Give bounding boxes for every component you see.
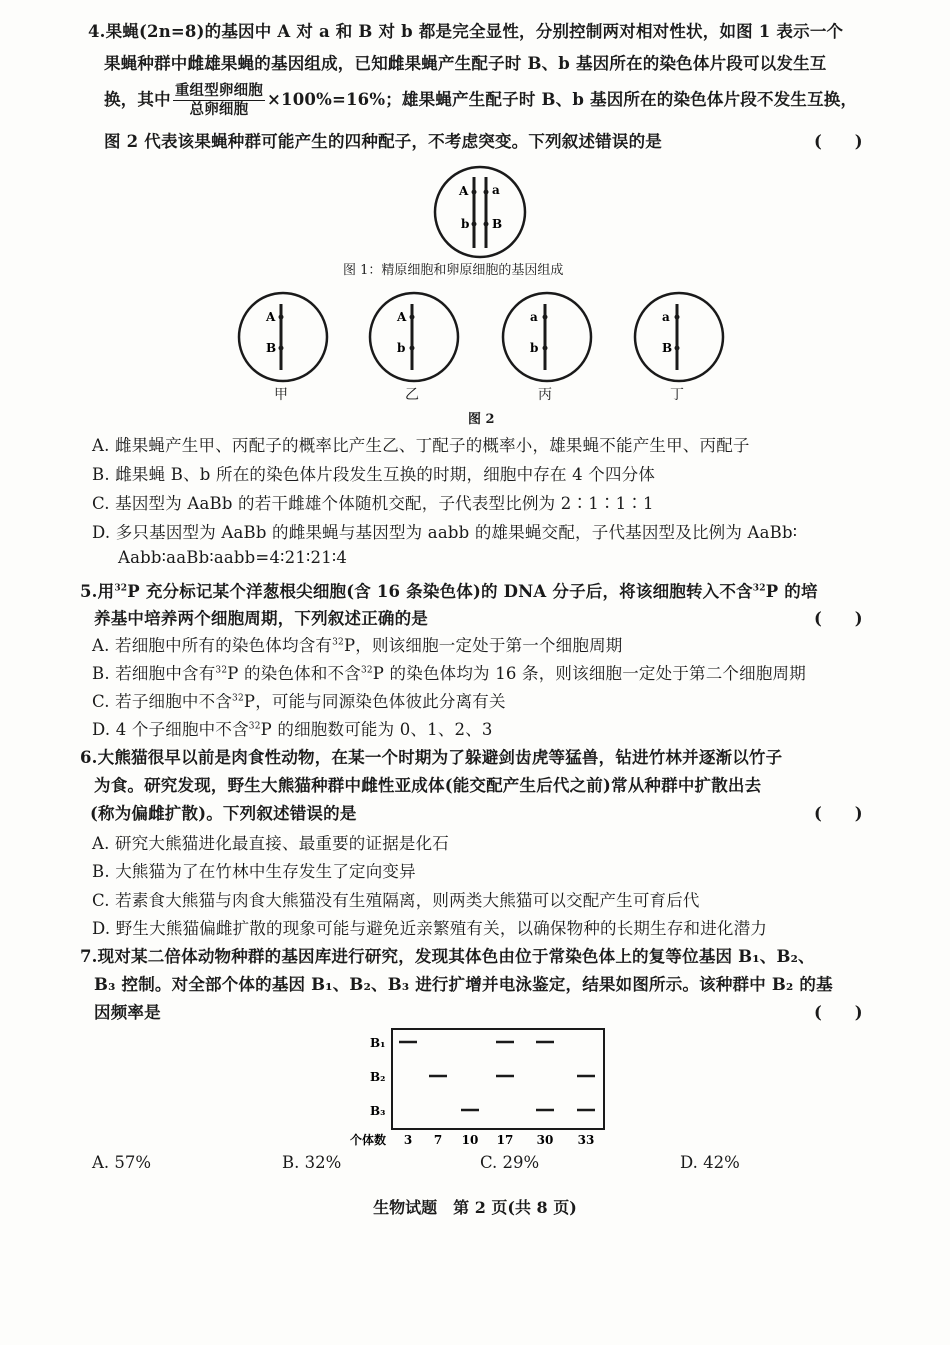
q7-option-b: B. 32% [282, 1153, 342, 1172]
q5-superscript: 32 [332, 637, 344, 648]
q4-stem-line-3-pre: 换，其中 [104, 90, 171, 109]
q4-stem-line-4: 图 2 代表该果蝇种群可能产生的四种配子，不考虑突变。下列叙述错误的是 [104, 132, 662, 151]
q5-text: P 充分标记某个洋葱根尖细胞(含 16 条染色体)的 DNA 分子后，将该细胞转入不含 [127, 582, 753, 601]
q7-option-c: C. 29% [480, 1153, 540, 1172]
q4-option-d-line-1: D. 多只基因型为 AaBb 的雌果蝇与基因型为 aabb 的雄果蝇交配，子代基因型及比例为 AaBb∶ [92, 523, 798, 542]
q6-stem-line-2: 为食。研究发现，野生大熊猫种群中雌性亚成体(能交配产生后代之前)常从种群中扩散出去 [94, 776, 762, 795]
q5-text: P，可能与同源染色体彼此分离有关 [243, 692, 506, 711]
gamete-membrane [239, 293, 327, 381]
gel-frame [392, 1029, 604, 1129]
q5-superscript: 32 [248, 721, 261, 732]
q4-stem-line-1: 4.果蝇(2n=8)的基因中 A 对 a 和 B 对 b 都是完全显性，分别控制两对相对性状，如图 1 表示一个 [88, 22, 844, 41]
q5-text: D. 4 个子细胞中不含 [92, 720, 249, 739]
q4-option-c: C. 基因型为 AaBb 的若干雌雄个体随机交配，子代表型比例为 2∶1∶1∶1 [92, 494, 654, 513]
gamete-gene-label: b [530, 341, 539, 355]
q5-text: P 的染色体均为 16 条，则该细胞一定处于第二个细胞周期 [372, 664, 806, 683]
electrophoresis-gel [350, 1024, 610, 1150]
figure-1-gene-label: a [492, 183, 500, 197]
q6-stem-line-1: 6.大熊猫很早以前是肉食性动物，在某一个时期为了躲避剑齿虎等猛兽，钻进竹林并逐渐以竹子 [80, 748, 783, 767]
q5-option-b [92, 660, 806, 684]
q5-text: P 的染色体和不含 [227, 664, 361, 683]
figure-1-cell [430, 162, 530, 262]
gamete-locus [279, 315, 284, 320]
gamete-name: 乙 [405, 387, 419, 403]
figure-1-locus [472, 222, 477, 227]
q5-option-c [92, 688, 506, 712]
gel-x-label: 个体数 [350, 1133, 387, 1147]
q5-superscript: 32 [215, 665, 228, 676]
page-footer: 生物试题 第 2 页(共 8 页) [373, 1198, 577, 1217]
gamete-name: 甲 [274, 387, 288, 403]
figure-1-gene-label: b [461, 217, 470, 231]
q5-text: 5.用 [80, 582, 115, 601]
q5-text: C. 若子细胞中不含 [92, 692, 233, 711]
gamete-name: 丁 [670, 387, 684, 403]
q5-superscript: 32 [114, 583, 128, 594]
q5-stem-line-1 [80, 578, 818, 602]
gamete-membrane [370, 293, 458, 381]
q4-stem-line-2: 果蝇种群中雌雄果蝇的基因组成，已知雌果蝇产生配子时 B、b 基因所在的染色体片段可以发生互 [104, 54, 827, 73]
gamete-membrane [635, 293, 723, 381]
q5-text: B. 若细胞中含有 [92, 664, 216, 683]
q5-option-a [92, 632, 622, 656]
gel-column-count: 3 [403, 1133, 413, 1147]
figure-1-locus [472, 190, 477, 195]
figure-1-cell-membrane [435, 167, 525, 257]
q5-superscript: 32 [752, 583, 766, 594]
gamete-gene-label: b [397, 341, 406, 355]
gamete-locus [675, 315, 680, 320]
q7-option-d: D. 42% [680, 1153, 740, 1172]
figure-1-locus [484, 222, 489, 227]
figure-2-caption: 图 2 [468, 412, 495, 427]
gamete-gene-label: a [530, 310, 538, 324]
q4-stem-line-3-post: ×100%=16%；雄果蝇产生配子时 B、b 基因所在的染色体片段不发生互换， [267, 90, 858, 109]
q7-stem-line-3: 因频率是 [94, 1003, 161, 1022]
gel-column-count: 30 [536, 1133, 554, 1147]
q5-text: A. 若细胞中所有的染色体均含有 [92, 636, 333, 655]
q6-option-b: B. 大熊猫为了在竹林中生存发生了定向变异 [92, 862, 416, 881]
gel-row-label: B₁ [370, 1036, 386, 1050]
gamete-cell [500, 290, 594, 384]
q4-fraction-denominator: 总卵细胞 [189, 101, 249, 118]
gamete-locus [543, 315, 548, 320]
figure-1-caption: 图 1：精原细胞和卵原细胞的基因组成 [343, 263, 564, 278]
q5-text: P 的培 [765, 582, 818, 601]
figure-1-locus [484, 190, 489, 195]
figure-1-gene-label: B [492, 217, 503, 231]
gel-row-label: B₃ [370, 1104, 386, 1118]
q6-option-c: C. 若素食大熊猫与肉食大熊猫没有生殖隔离，则两类大熊猫可以交配产生可育后代 [92, 891, 700, 910]
q7-stem-line-2: B₃ 控制。对全部个体的基因 B₁、B₂、B₃ 进行扩增并电泳鉴定，结果如图所示。该种群中 B₂ 的基 [94, 975, 833, 994]
q7-option-a: A. 57% [92, 1153, 152, 1172]
gamete-locus [675, 346, 680, 351]
q4-option-d-line-2: Aabb∶aaBb∶aabb=4∶21∶21∶4 [118, 548, 348, 567]
q5-superscript: 32 [232, 693, 244, 704]
gamete-membrane [503, 293, 591, 381]
q4-option-a: A. 雌果蝇产生甲、丙配子的概率比产生乙、丁配子的概率小，雄果蝇不能产生甲、丙配子 [92, 436, 750, 455]
gamete-cell [632, 290, 726, 384]
gel-column-count: 33 [577, 1133, 595, 1147]
figure-1-gene-label: A [459, 184, 469, 198]
q6-stem-line-3: (称为偏雌扩散)。下列叙述错误的是 [90, 804, 357, 823]
gel-column-count: 10 [461, 1133, 479, 1147]
q5-answer-paren: ( ) [814, 609, 863, 628]
q5-text: P 的细胞数可能为 0、1、2、3 [260, 720, 493, 739]
gamete-locus [410, 346, 415, 351]
gamete-gene-label: B [662, 341, 673, 355]
gel-row-label: B₂ [370, 1070, 386, 1084]
q7-answer-paren: ( ) [814, 1003, 863, 1022]
gamete-locus [279, 346, 284, 351]
q4-fraction [173, 82, 265, 119]
gamete-locus [543, 346, 548, 351]
q4-fraction-numerator: 重组型卵细胞 [174, 82, 264, 99]
gamete-gene-label: B [266, 341, 277, 355]
q5-option-d [92, 716, 493, 740]
q4-answer-paren: ( ) [814, 132, 863, 151]
q5-stem-line-2: 养基中培养两个细胞周期，下列叙述正确的是 [94, 609, 428, 628]
gel-column-count: 7 [433, 1133, 443, 1147]
gamete-cell [236, 290, 330, 384]
gamete-gene-label: A [397, 310, 407, 324]
gamete-locus [410, 315, 415, 320]
gamete-cell [367, 290, 461, 384]
gel-column-count: 17 [496, 1133, 514, 1147]
gamete-gene-label: a [662, 310, 670, 324]
q4-option-b: B. 雌果蝇 B、b 所在的染色体片段发生互换的时期，细胞中存在 4 个四分体 [92, 465, 656, 484]
q6-option-a: A. 研究大熊猫进化最直接、最重要的证据是化石 [92, 834, 450, 853]
q6-option-d: D. 野生大熊猫偏雌扩散的现象可能与避免近亲繁殖有关，以确保物种的长期生存和进化潜力 [92, 919, 768, 938]
q6-answer-paren: ( ) [814, 804, 863, 823]
gamete-name: 丙 [538, 387, 552, 403]
q4-stem-line-3 [104, 82, 857, 119]
gamete-gene-label: A [266, 310, 276, 324]
q5-text: P，则该细胞一定处于第一个细胞周期 [343, 636, 623, 655]
q7-stem-line-1: 7.现对某二倍体动物种群的基因库进行研究，发现其体色由位于常染色体上的复等位基因 B₁、B₂、 [80, 947, 815, 966]
q5-superscript: 32 [360, 665, 373, 676]
